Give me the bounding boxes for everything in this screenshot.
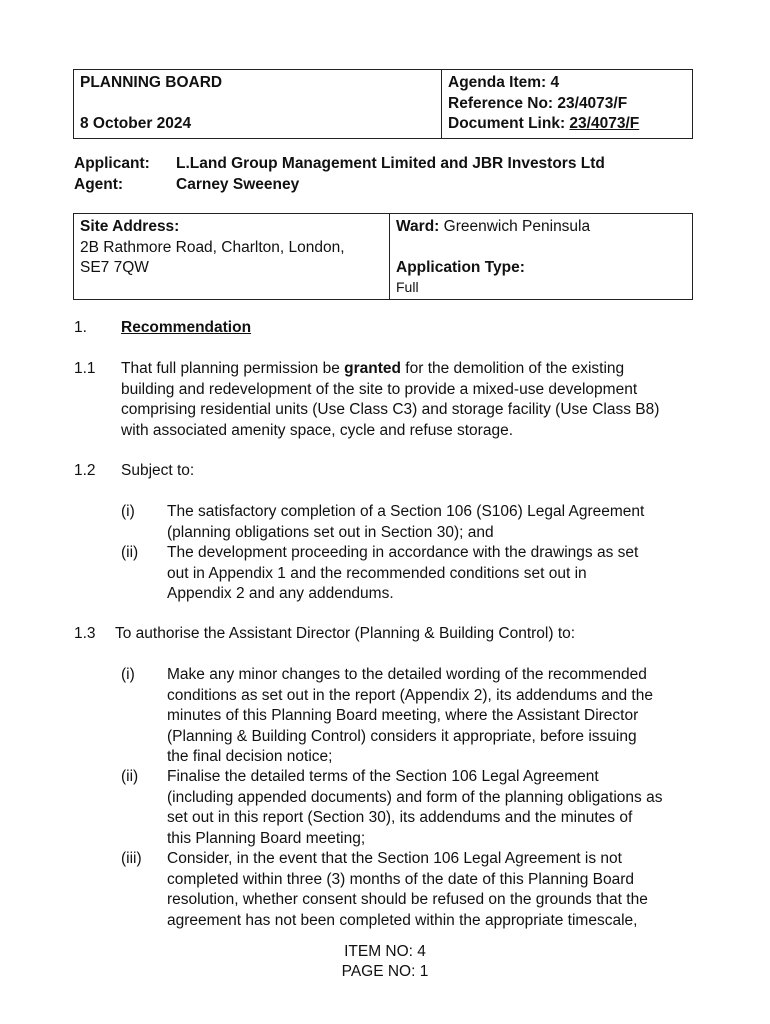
- list-item-line: conditions as set out in the report (Appendix 2), its addendums and the: [167, 686, 653, 704]
- list-item-line: completed within three (3) months of the date of this Planning Board: [167, 870, 634, 888]
- footer-item-number: ITEM NO: 4: [344, 943, 426, 960]
- document-link[interactable]: 23/4073/F: [569, 115, 640, 132]
- document-link-row: [448, 114, 686, 135]
- agent-value: Carney Sweeney: [176, 176, 300, 193]
- site-address-line1: 2B Rathmore Road, Charlton, London,: [80, 238, 345, 256]
- list-item-line: out in Appendix 1 and the recommended conditions set out in: [167, 564, 587, 582]
- list-item-line: set out in this report (Section 30), its addendums and the minutes of: [167, 809, 633, 826]
- para-1-1-bold: granted: [344, 360, 401, 377]
- list-item-label: (ii): [121, 544, 139, 561]
- para-1-2-text: Subject to:: [121, 462, 195, 479]
- list-item-line: Appendix 2 and any addendums.: [167, 585, 394, 602]
- para-1-1-line4: with associated amenity space, cycle and refuse storage.: [121, 421, 514, 439]
- list-item-label: (i): [121, 666, 135, 683]
- section-number: 1.: [74, 319, 87, 336]
- list-item-label: (i): [121, 503, 135, 520]
- list-item-line: resolution, whether consent should be refused on the grounds that the: [167, 891, 648, 908]
- site-address-line2: SE7 7QW: [80, 259, 149, 276]
- list-item-line: this Planning Board meeting;: [167, 829, 366, 847]
- list-item-line: agreement has not been completed within the appropriate timescale,: [167, 911, 638, 929]
- header-right-cell: [442, 70, 693, 139]
- header-table: [73, 69, 693, 139]
- list-item-line: Consider, in the event that the Section 106 Legal Agreement is not: [167, 850, 622, 867]
- para-1-1-line1: [121, 359, 711, 380]
- header-left-cell: [74, 70, 442, 139]
- agent-label: Agent:: [74, 176, 124, 193]
- applicant-value: L.Land Group Management Limited and JBR Investors Ltd: [176, 155, 605, 172]
- para-1-1: [121, 359, 711, 441]
- list-item: [167, 849, 712, 931]
- ward-row: [396, 217, 686, 238]
- list-item-label: (ii): [121, 768, 139, 785]
- list-item: [167, 767, 712, 849]
- para-1-1-line3: comprising residential units (Use Class C3) and storage facility (Use Class B8): [121, 401, 660, 418]
- document-link-label: Document Link:: [448, 115, 570, 132]
- para-1-1-line1-rest: for the demolition of the existing: [401, 360, 625, 377]
- para-1-3-text: To authorise the Assistant Director (Planning & Building Control) to:: [115, 625, 576, 642]
- application-type-label: Application Type:: [396, 258, 525, 276]
- ward-label: Ward:: [396, 218, 440, 235]
- list-item-line: the final decision notice;: [167, 748, 333, 765]
- para-1-2-number: 1.2: [74, 462, 96, 479]
- site-table: [73, 213, 693, 300]
- para-1-1-lead: That full planning permission be: [121, 360, 345, 377]
- reference-number: Reference No: 23/4073/F: [448, 94, 628, 112]
- list-item-line: Make any minor changes to the detailed wording of the recommended: [167, 666, 647, 683]
- list-item: [167, 665, 712, 768]
- list-item-line: (planning obligations set out in Section 30); and: [167, 523, 494, 541]
- section-title: Recommendation: [121, 319, 252, 336]
- list-item-line: minutes of this Planning Board meeting, where the Assistant Director: [167, 707, 639, 724]
- footer-page-number: PAGE NO: 1: [341, 963, 429, 980]
- site-address-label: Site Address:: [80, 218, 180, 235]
- para-1-1-number: 1.1: [74, 360, 96, 377]
- para-1-3-number: 1.3: [74, 625, 96, 642]
- list-item-label: (iii): [121, 850, 142, 867]
- list-item-line: (Planning & Building Control) considers it appropriate, before issuing: [167, 727, 637, 745]
- list-item-line: The satisfactory completion of a Section 106 (S106) Legal Agreement: [167, 503, 645, 520]
- list-item: [167, 502, 712, 543]
- application-type-value: Full: [396, 279, 419, 295]
- applicant-label: Applicant:: [74, 155, 150, 172]
- list-item-line: Finalise the detailed terms of the Section 106 Legal Agreement: [167, 768, 599, 785]
- ward-value: Greenwich Peninsula: [439, 218, 591, 235]
- board-name: PLANNING BOARD: [80, 74, 223, 91]
- list-item: [167, 543, 712, 605]
- para-1-1-line2: building and redevelopment of the site to provide a mixed-use development: [121, 380, 638, 398]
- ward-cell: [390, 214, 693, 300]
- list-item-line: (including appended documents) and form of the planning obligations as: [167, 788, 663, 806]
- meeting-date: 8 October 2024: [80, 114, 192, 132]
- list-item-line: The development proceeding in accordance with the drawings as set: [167, 544, 639, 561]
- site-cell: [74, 214, 390, 300]
- agenda-item: Agenda Item: 4: [448, 74, 560, 91]
